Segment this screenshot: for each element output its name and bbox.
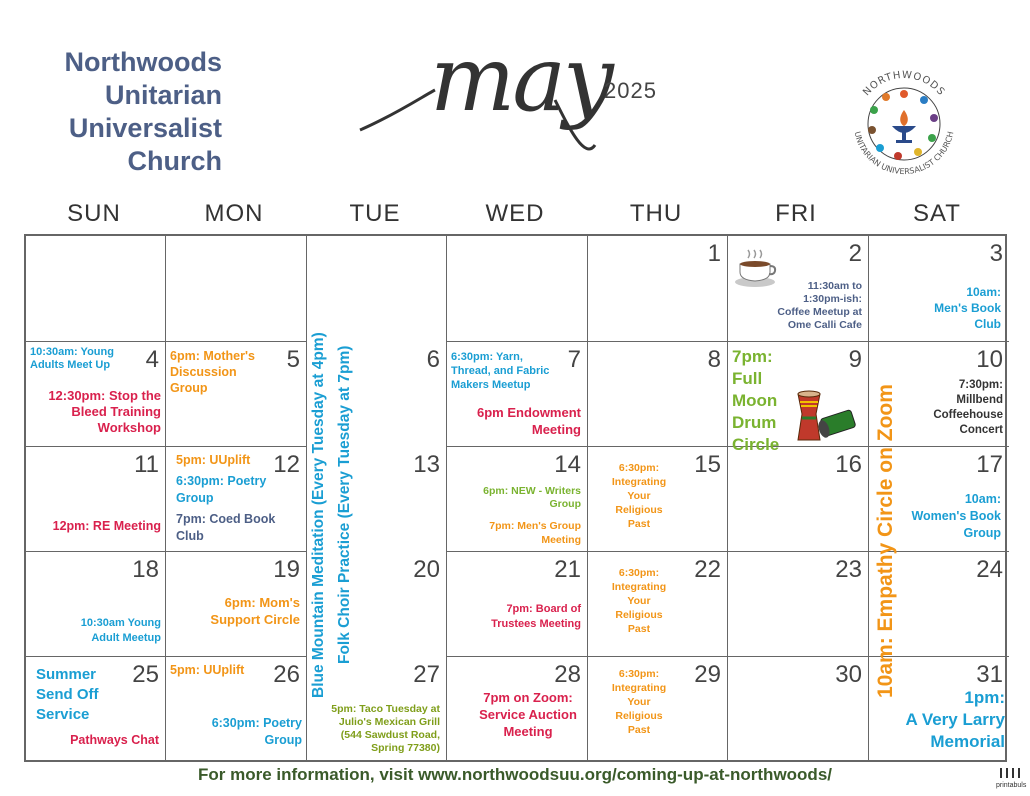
- weekday-thu: THU: [629, 200, 683, 227]
- footer-info: For more information, visit www.northwoodsuu.org/coming-up-at-northwoods/: [198, 765, 832, 784]
- day-cell-20[interactable]: [307, 552, 447, 657]
- event-young-adult-meetup: 10:30am Young Adult Meetup: [80, 617, 161, 644]
- day-cell-empty: [307, 236, 447, 342]
- day-cell-8[interactable]: [588, 342, 728, 447]
- day-number: 21: [554, 556, 581, 583]
- day-number: 31: [976, 661, 1003, 688]
- day-cell-13[interactable]: [307, 447, 447, 552]
- day-cell-4[interactable]: [26, 342, 166, 447]
- day-number: 4: [145, 346, 159, 373]
- event-yarn-makers: 6:30pm: Yarn, Thread, and Fabric Makers Meetup: [451, 351, 550, 391]
- recurring-folk-choir: Folk Choir Practice (Every Tuesday at 7pm): [336, 345, 353, 664]
- recurring-meditation: Blue Mountain Meditation (Every Tuesday at 4pm): [310, 332, 327, 698]
- day-cell-18[interactable]: [26, 552, 166, 657]
- day-number: 3: [989, 240, 1003, 267]
- day-number: 12: [273, 451, 300, 478]
- event-integrating-past: 6:30pm: Integrating Your Religious Past: [611, 462, 667, 530]
- weekday-sun: SUN: [67, 200, 121, 227]
- day-cell-empty: [26, 236, 166, 342]
- logo-text-top: NORTHWOODS: [861, 69, 947, 99]
- drum-icon: [794, 388, 860, 444]
- day-number: 23: [835, 556, 862, 583]
- weekday-sat: SAT: [913, 200, 961, 227]
- day-number: 9: [848, 346, 862, 373]
- day-number: 15: [694, 451, 721, 478]
- weekday-mon: MON: [204, 200, 264, 227]
- event-womens-book-group: 10am: Women's Book Group: [911, 492, 1001, 540]
- event-pathways-chat: Pathways Chat: [70, 733, 159, 747]
- weekday-fri: FRI: [775, 200, 817, 227]
- day-number: 8: [707, 346, 721, 373]
- logo-text-bottom: UNITARIAN UNIVERSALIST CHURCH: [852, 130, 956, 177]
- day-cell-2[interactable]: [728, 236, 869, 342]
- day-number: 19: [273, 556, 300, 583]
- day-cell-6[interactable]: [307, 342, 447, 447]
- event-memorial-time: 1pm:: [964, 688, 1005, 707]
- day-cell-29[interactable]: [588, 657, 728, 760]
- event-moms-support-circle: 6pm: Mom's Support Circle: [210, 595, 300, 627]
- watermark-icon: [998, 766, 1024, 780]
- day-number: 28: [554, 661, 581, 688]
- year-label: 2025: [604, 78, 657, 103]
- day-cell-28[interactable]: [447, 657, 588, 760]
- day-number: 26: [273, 661, 300, 688]
- day-number: 29: [694, 661, 721, 688]
- church-name-line: Unitarian: [104, 80, 222, 110]
- weekday-tue: TUE: [349, 200, 401, 227]
- day-cell-30[interactable]: [728, 657, 869, 760]
- day-number: 6: [426, 346, 440, 373]
- event-coffee-meetup: 11:30am to 1:30pm-ish: Coffee Meetup at Ome Calli Cafe: [777, 280, 862, 331]
- church-name-line: Universalist: [68, 113, 222, 143]
- day-cell-21[interactable]: [447, 552, 588, 657]
- day-number: 27: [413, 661, 440, 688]
- day-number: 18: [132, 556, 159, 583]
- day-number: 20: [413, 556, 440, 583]
- day-cell-25[interactable]: [26, 657, 166, 760]
- day-cell-12[interactable]: [166, 447, 307, 552]
- event-uuplift: 5pm: UUplift: [170, 663, 245, 677]
- event-coed-book-club: 7pm: Coed Book Club: [176, 512, 276, 543]
- event-mens-book-club: 10am: Men's Book Club: [934, 285, 1001, 331]
- event-mens-group: 7pm: Men's Group Meeting: [489, 520, 581, 546]
- day-number: 11: [134, 451, 159, 478]
- day-cell-27[interactable]: [307, 657, 447, 760]
- day-cell-11[interactable]: [26, 447, 166, 552]
- day-number: 10: [976, 346, 1003, 373]
- watermark: [996, 766, 1026, 789]
- day-cell-23[interactable]: [728, 552, 869, 657]
- day-cell-26[interactable]: [166, 657, 307, 760]
- day-number: 17: [976, 451, 1003, 478]
- day-cell-3[interactable]: [869, 236, 1009, 342]
- event-board-of-trustees: 7pm: Board of Trustees Meeting: [491, 603, 581, 630]
- month-title: may: [430, 27, 611, 132]
- day-cell-1[interactable]: [588, 236, 728, 342]
- event-poetry-group: 6:30pm: Poetry Group: [176, 474, 267, 505]
- day-cell-empty: [166, 236, 307, 342]
- day-cell-9[interactable]: [728, 342, 869, 454]
- event-endowment-meeting: 6pm Endowment Meeting: [476, 405, 581, 437]
- day-cell-5[interactable]: [166, 342, 307, 447]
- church-logo: [840, 60, 968, 188]
- event-coffeehouse-concert: 7:30pm: Millbend Coffeehouse Concert: [933, 379, 1003, 436]
- event-summer-send-off: Summer Send Off Service: [36, 666, 99, 723]
- event-larry-memorial: A Very Larry Memorial: [905, 710, 1005, 751]
- event-young-adults: 10:30am: Young Adults Meet Up: [30, 346, 114, 371]
- day-cell-7[interactable]: [447, 342, 588, 447]
- day-number: 24: [976, 556, 1003, 583]
- day-number: 13: [413, 451, 440, 478]
- recurring-empathy-circle: 10am: Empathy Circle on Zoom: [874, 384, 897, 698]
- day-number: 14: [554, 451, 581, 478]
- watermark-text: printabuls: [996, 782, 1027, 789]
- calendar-grid: [24, 234, 1007, 762]
- weekday-wed: WED: [485, 200, 545, 227]
- day-cell-19[interactable]: [166, 552, 307, 657]
- church-name: [65, 46, 222, 178]
- day-number: 25: [132, 661, 159, 688]
- event-mothers-discussion: 6pm: Mother's Discussion Group: [170, 349, 255, 395]
- day-number: 2: [848, 240, 862, 267]
- day-cell-16[interactable]: [728, 447, 869, 552]
- church-name-line: Church: [127, 146, 222, 176]
- day-number: 16: [835, 451, 862, 478]
- event-uuplift: 5pm: UUplift: [176, 453, 251, 467]
- church-name-line: Northwoods: [64, 47, 222, 77]
- day-number: 5: [286, 346, 300, 373]
- event-integrating-past: 6:30pm: Integrating Your Religious Past: [611, 567, 667, 635]
- event-re-meeting: 12pm: RE Meeting: [52, 519, 161, 533]
- day-cell-empty: [447, 236, 588, 342]
- event-stop-the-bleed: 12:30pm: Stop the Bleed Training Workshop: [48, 388, 161, 435]
- day-number: 22: [694, 556, 721, 583]
- day-number: 1: [707, 240, 721, 267]
- event-drum-circle: 7pm: Full Moon Drum Circle: [732, 347, 780, 454]
- day-number: 30: [835, 661, 862, 688]
- day-cell-22[interactable]: [588, 552, 728, 657]
- event-service-auction: 7pm on Zoom: Service Auction Meeting: [479, 690, 577, 739]
- event-integrating-past: 6:30pm: Integrating Your Religious Past: [611, 668, 667, 736]
- event-writers-group: 6pm: NEW - Writers Group: [483, 485, 581, 510]
- day-cell-15[interactable]: [588, 447, 728, 552]
- event-taco-tuesday: 5pm: Taco Tuesday at Julio's Mexican Grill (544 Sawdust Road, Spring 77380): [331, 703, 440, 754]
- day-number: 7: [567, 346, 581, 373]
- day-cell-14[interactable]: [447, 447, 588, 552]
- event-poetry-group: 6:30pm: Poetry Group: [211, 716, 302, 747]
